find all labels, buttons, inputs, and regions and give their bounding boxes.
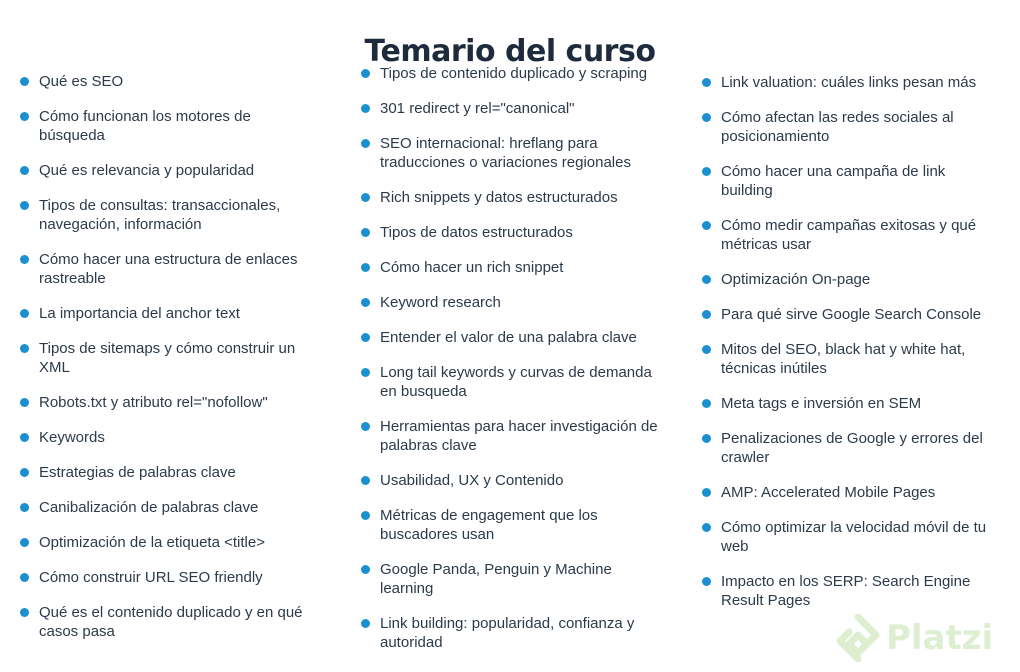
- list-item-label: Cómo construir URL SEO friendly: [39, 569, 263, 586]
- bullet-icon: [702, 399, 711, 408]
- list-item-label: Meta tags e inversión en SEM: [721, 395, 922, 412]
- list-item-label: Cómo hacer una campaña de link building: [721, 163, 946, 199]
- list-item-label: Link valuation: cuáles links pesan más: [721, 74, 977, 91]
- list-item-label: Usabilidad, UX y Contenido: [380, 472, 564, 489]
- list-item-label: Impacto en los SERP: Search Engine Result Pages: [721, 573, 971, 609]
- bullet-icon: [20, 309, 29, 318]
- list-item: [18, 428, 318, 447]
- list-item-label: Cómo afectan las redes sociales al posicionamiento: [721, 109, 954, 145]
- list-item-label: Rich snippets y datos estructurados: [380, 189, 618, 206]
- platzi-logo: [836, 608, 1016, 668]
- list-item: [700, 483, 995, 502]
- list-item-label: Optimización de la etiqueta <title>: [39, 534, 265, 551]
- bullet-icon: [361, 298, 370, 307]
- list-item-label: SEO internacional: hreflang para traducciones o variaciones regionales: [380, 135, 631, 171]
- list-item: [18, 196, 318, 234]
- list-item: [700, 73, 995, 92]
- list-item-label: Link building: popularidad, confianza y autoridad: [380, 615, 635, 651]
- list-item-label: Métricas de engagement que los buscadores usan: [380, 507, 598, 543]
- list-item-label: Tipos de consultas: transaccionales, navegación, información: [39, 197, 281, 233]
- list-item: [700, 305, 995, 324]
- bullet-icon: [361, 476, 370, 485]
- list-item-label: Keyword research: [380, 294, 501, 311]
- list-item: [700, 518, 995, 556]
- list-item: [700, 340, 995, 378]
- list-item-label: Canibalización de palabras clave: [39, 499, 259, 516]
- list-item: [18, 161, 318, 180]
- bullet-icon: [361, 139, 370, 148]
- bullet-icon: [702, 488, 711, 497]
- bullet-icon: [20, 433, 29, 442]
- bullet-icon: [702, 221, 711, 230]
- list-item: [359, 328, 669, 347]
- list-item: [18, 463, 318, 482]
- list-item-label: Cómo hacer una estructura de enlaces rastreable: [39, 251, 298, 287]
- list-item: [700, 162, 995, 200]
- bullet-icon: [20, 166, 29, 175]
- bullet-icon: [361, 69, 370, 78]
- list-item-label: Cómo medir campañas exitosas y qué métricas usar: [721, 217, 977, 253]
- bullet-icon: [361, 619, 370, 628]
- list-item: [18, 304, 318, 323]
- list-item: [18, 533, 318, 552]
- list-item-label: Cómo optimizar la velocidad móvil de tu web: [721, 519, 987, 555]
- bullet-icon: [702, 113, 711, 122]
- bullet-icon: [702, 434, 711, 443]
- list-item: [359, 223, 669, 242]
- list-item-label: Qué es SEO: [39, 73, 124, 90]
- list-item-label: Qué es relevancia y popularidad: [39, 162, 255, 179]
- bullet-icon: [702, 310, 711, 319]
- list-item-label: Robots.txt y atributo rel="nofollow": [39, 394, 268, 411]
- bullet-icon: [361, 333, 370, 342]
- bullet-icon: [702, 167, 711, 176]
- bullet-icon: [20, 255, 29, 264]
- list-item: [700, 572, 995, 610]
- list-item: [700, 216, 995, 254]
- list-item-label: Herramientas para hacer investigación de palabras clave: [380, 418, 658, 454]
- list-item: [700, 270, 995, 289]
- list-item: [700, 394, 995, 413]
- list-item: [18, 498, 318, 517]
- bullet-icon: [361, 368, 370, 377]
- list-item-label: Estrategias de palabras clave: [39, 464, 236, 481]
- bullet-icon: [361, 263, 370, 272]
- list-item-label: Optimización On-page: [721, 271, 871, 288]
- list-item-label: Mitos del SEO, black hat y white hat, técnicas inútiles: [721, 341, 966, 377]
- list-item-label: Cómo hacer un rich snippet: [380, 259, 564, 276]
- list-item: [359, 560, 669, 598]
- list-item-label: Entender el valor de una palabra clave: [380, 329, 637, 346]
- bullet-icon: [361, 193, 370, 202]
- list-item: [18, 339, 318, 377]
- list-item: [18, 568, 318, 587]
- platzi-logo-icon: [836, 614, 880, 662]
- list-item-label: Tipos de contenido duplicado y scraping: [380, 65, 648, 82]
- list-item-label: Google Panda, Penguin y Machine learning: [380, 561, 612, 597]
- list-item: [359, 258, 669, 277]
- bullet-icon: [20, 538, 29, 547]
- bullet-icon: [702, 275, 711, 284]
- bullet-icon: [702, 523, 711, 532]
- list-item-label: Keywords: [39, 429, 105, 446]
- list-item: [359, 188, 669, 207]
- bullet-icon: [20, 608, 29, 617]
- bullet-icon: [20, 573, 29, 582]
- list-item-label: Qué es el contenido duplicado y en qué casos pasa: [39, 604, 303, 640]
- list-item: [18, 603, 318, 641]
- bullet-icon: [361, 511, 370, 520]
- logo-text: Platzi: [886, 618, 994, 658]
- list-item-label: 301 redirect y rel="canonical": [380, 100, 575, 117]
- bullet-icon: [20, 201, 29, 210]
- list-item-label: Cómo funcionan los motores de búsqueda: [39, 108, 251, 144]
- list-item: [359, 293, 669, 312]
- bullet-icon: [20, 398, 29, 407]
- bullet-icon: [361, 104, 370, 113]
- bullet-icon: [361, 228, 370, 237]
- bullet-icon: [20, 77, 29, 86]
- page-title: Temario del curso: [364, 34, 656, 70]
- list-item-label: Tipos de datos estructurados: [380, 224, 573, 241]
- list-item: [18, 250, 318, 288]
- list-item-label: Long tail keywords y curvas de demanda en busqueda: [380, 364, 652, 400]
- list-item-label: Tipos de sitemaps y cómo construir un XML: [39, 340, 296, 376]
- list-item: [700, 108, 995, 146]
- list-item: [700, 429, 995, 467]
- bullet-icon: [20, 344, 29, 353]
- list-item: [359, 64, 669, 83]
- bullet-icon: [702, 577, 711, 586]
- bullet-icon: [20, 503, 29, 512]
- list-item: [18, 72, 318, 91]
- list-item: [18, 393, 318, 412]
- list-item: [359, 506, 669, 544]
- list-item-label: Penalizaciones de Google y errores del crawler: [721, 430, 983, 466]
- list-item: [359, 471, 669, 490]
- list-item: [359, 614, 669, 652]
- bullet-icon: [702, 345, 711, 354]
- list-item: [359, 99, 669, 118]
- list-item-label: Para qué sirve Google Search Console: [721, 306, 982, 323]
- list-item: [359, 363, 669, 401]
- list-item: [359, 417, 669, 455]
- list-item-label: La importancia del anchor text: [39, 305, 240, 322]
- bullet-icon: [702, 78, 711, 87]
- list-item-label: AMP: Accelerated Mobile Pages: [721, 484, 936, 501]
- list-item: [18, 107, 318, 145]
- bullet-icon: [361, 565, 370, 574]
- bullet-icon: [361, 422, 370, 431]
- list-item: [359, 134, 669, 172]
- bullet-icon: [20, 468, 29, 477]
- bullet-icon: [20, 112, 29, 121]
